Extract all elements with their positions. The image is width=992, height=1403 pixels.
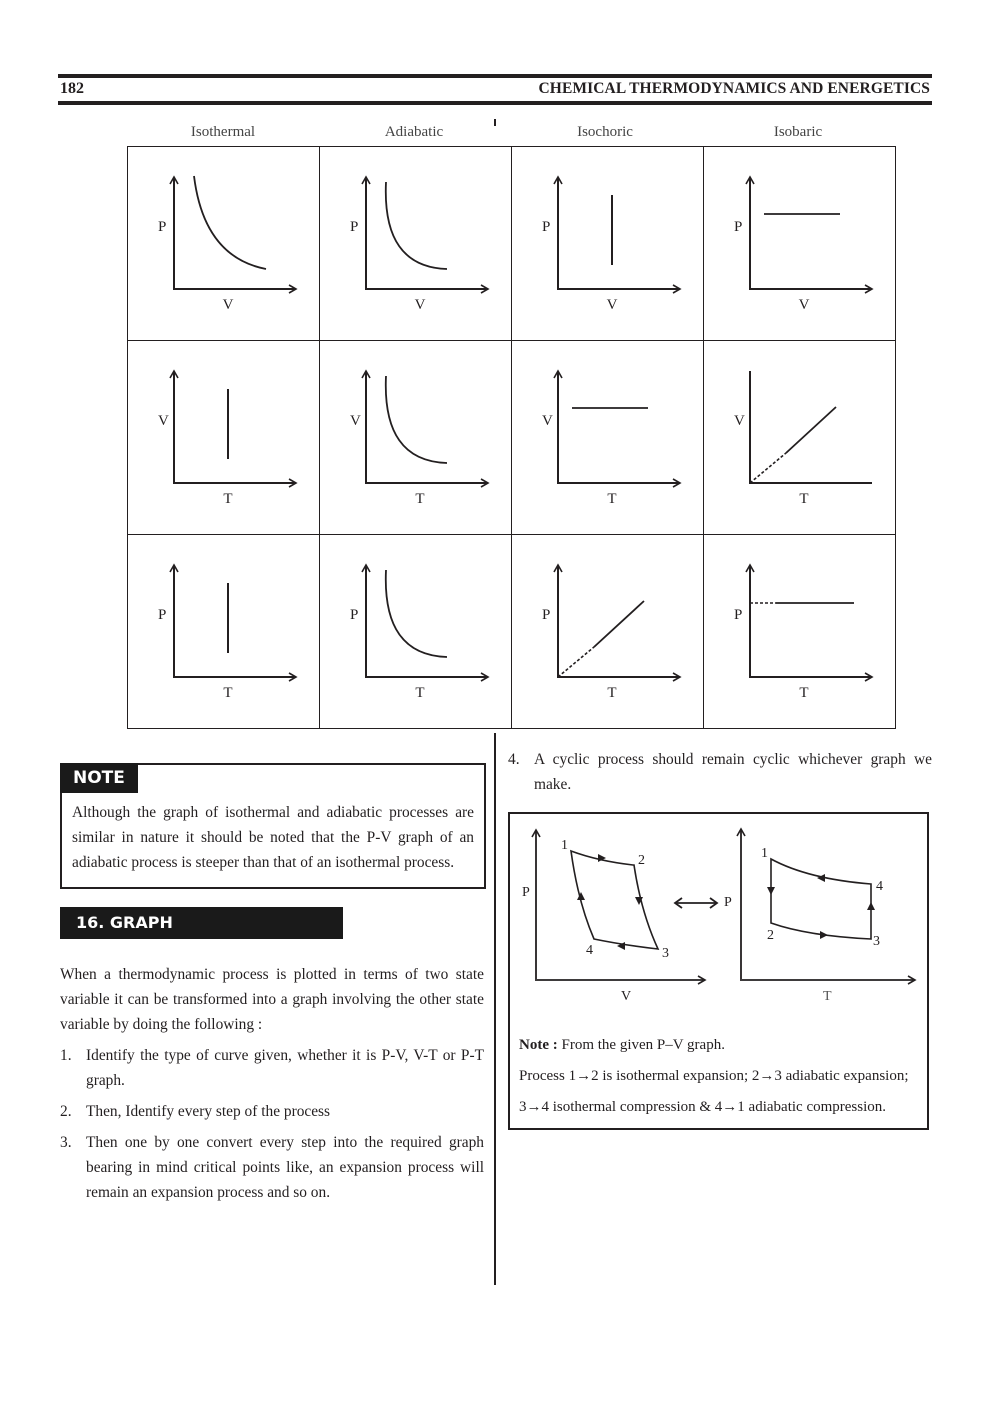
note-line: Process 1→2 is isothermal expansion; 2→3 adiabatic expansion;: [519, 1068, 909, 1084]
direction-arrow-3-4: [867, 902, 875, 910]
process-table-row: [128, 147, 896, 341]
point-label: 2: [767, 928, 774, 943]
process-graph-cell: [512, 341, 704, 535]
y-axis-label: P: [542, 607, 551, 623]
process-graph: [128, 341, 319, 534]
x-axis-label: V: [798, 297, 810, 313]
list-item-text: A cyclic process should remain cyclic whichever graph we make.: [534, 751, 932, 793]
process-graph: [320, 535, 511, 728]
process-curve: [750, 407, 836, 483]
process-graph: [512, 147, 703, 340]
y-axis-label: P: [734, 607, 743, 623]
process-table-row: [128, 535, 896, 729]
x-axis-label: T: [607, 491, 617, 507]
point-label: 1: [761, 846, 768, 861]
header-rule-bottom: [58, 101, 932, 105]
process-graph: [704, 147, 895, 340]
process-graph-cell: [512, 535, 704, 729]
header-rule-top: [58, 74, 932, 78]
process-graph-table: [127, 146, 896, 729]
process-curve: [194, 176, 266, 269]
pt-cycle-graph: [724, 829, 915, 1004]
y-axis-label: V: [734, 413, 745, 429]
column-tick-mark: [494, 119, 496, 126]
list-item-number: 4.: [508, 751, 520, 768]
y-axis-label: P: [350, 219, 359, 235]
pv-cycle-graph: [522, 830, 705, 1004]
y-axis-label: V: [350, 413, 361, 429]
x-axis-label: T: [223, 491, 233, 507]
process-curve: [386, 376, 447, 463]
direction-arrow-2-3: [820, 931, 828, 939]
x-axis-label: V: [621, 989, 632, 1004]
x-axis-label: V: [414, 297, 426, 313]
section-intro: When a thermodynamic process is plotted in terms of two state variable it can be transformed into a graph involving the other state variable by doing the following :: [60, 966, 484, 1033]
list-item: [508, 747, 932, 797]
y-axis-label: P: [158, 219, 167, 235]
x-axis-label: T: [607, 685, 617, 701]
x-axis-label: T: [799, 685, 809, 701]
process-graph-cell: [128, 147, 320, 341]
process-graph: [512, 535, 703, 728]
cyclic-process-note: [519, 1030, 929, 1123]
process-table-row: [128, 341, 896, 535]
list-item: [60, 1130, 484, 1205]
process-graph: [320, 147, 511, 340]
list-item: [60, 1043, 484, 1093]
y-axis-label: P: [158, 607, 167, 623]
process-graph-cell: [128, 341, 320, 535]
process-curve: [386, 182, 447, 269]
list-item-number: 3.: [60, 1134, 72, 1151]
point-label: 4: [586, 943, 593, 958]
running-title: CHEMICAL THERMODYNAMICS AND ENERGETICS: [538, 80, 930, 97]
y-axis-label: P: [542, 219, 551, 235]
point-label: 1: [561, 838, 568, 853]
process-graph-cell: [320, 341, 512, 535]
point-label: 2: [638, 853, 645, 868]
cycle-path: [771, 859, 871, 939]
process-graph-cell: [704, 147, 896, 341]
y-axis-label: V: [158, 413, 169, 429]
x-axis-label: T: [415, 685, 425, 701]
process-graph-cell: [704, 535, 896, 729]
list-item: [60, 1099, 484, 1124]
list-item-text: Then, Identify every step of the process: [86, 1103, 331, 1120]
process-graph: [128, 147, 319, 340]
point-label: 4: [876, 879, 883, 894]
note-label: Note :: [519, 1037, 558, 1053]
note-line: [519, 1030, 929, 1061]
note-tag: NOTE: [60, 763, 138, 793]
list-item-number: 2.: [60, 1103, 72, 1120]
process-graph: [320, 341, 511, 534]
process-curve: [558, 601, 644, 677]
process-graph: [704, 535, 895, 728]
process-graph-cell: [320, 147, 512, 341]
note-line-text: From the given P–V graph.: [557, 1037, 725, 1053]
cyclic-process-diagrams: [508, 812, 929, 1022]
process-curve: [386, 570, 447, 657]
y-axis-label: P: [724, 895, 732, 910]
section-heading: 16. GRAPH TRANSFORMATION: [60, 907, 343, 939]
point-label: 3: [873, 934, 880, 949]
process-graph: [128, 535, 319, 728]
x-axis-label: V: [606, 297, 618, 313]
x-axis-label: V: [222, 297, 234, 313]
direction-arrow-4-1: [817, 874, 825, 882]
x-axis-label: T: [415, 491, 425, 507]
list-item-text: Then one by one convert every step into the required graph bearing in mind critical points like, an expansion process will remain an expansion process and so on.: [86, 1134, 484, 1201]
list-item-number: 1.: [60, 1047, 72, 1064]
process-graph-cell: [128, 535, 320, 729]
column-heading-isobaric: Isobaric: [773, 124, 823, 140]
note-text: Although the graph of isothermal and adiabatic processes are similar in nature it should be noted that the P-V graph of an adiabatic process is steeper than that of an isothermal process.: [72, 804, 474, 871]
y-axis-label: P: [522, 885, 530, 900]
page-number: 182: [60, 80, 84, 97]
column-heading-isochoric: Isochoric: [577, 124, 633, 140]
y-axis-label: P: [350, 607, 359, 623]
note-line: 3→4 isothermal compression & 4→1 adiabatic compression.: [519, 1099, 887, 1115]
column-heading-isothermal: Isothermal: [190, 124, 256, 140]
y-axis-label: V: [542, 413, 553, 429]
process-graph-cell: [704, 341, 896, 535]
column-heading-adiabatic: Adiabatic: [384, 124, 444, 140]
process-graph-cell: [512, 147, 704, 341]
process-graph: [512, 341, 703, 534]
x-axis-label: T: [823, 989, 832, 1004]
x-axis-label: T: [799, 491, 809, 507]
double-arrow-icon: [675, 898, 717, 908]
direction-arrow-1-2: [767, 887, 775, 895]
process-graph-cell: [320, 535, 512, 729]
point-label: 3: [662, 946, 669, 961]
y-axis-label: P: [734, 219, 743, 235]
column-divider: [494, 733, 496, 1285]
list-item-text: Identify the type of curve given, whether it is P-V, V-T or P-T graph.: [86, 1047, 484, 1089]
process-graph: [704, 341, 895, 534]
x-axis-label: T: [223, 685, 233, 701]
